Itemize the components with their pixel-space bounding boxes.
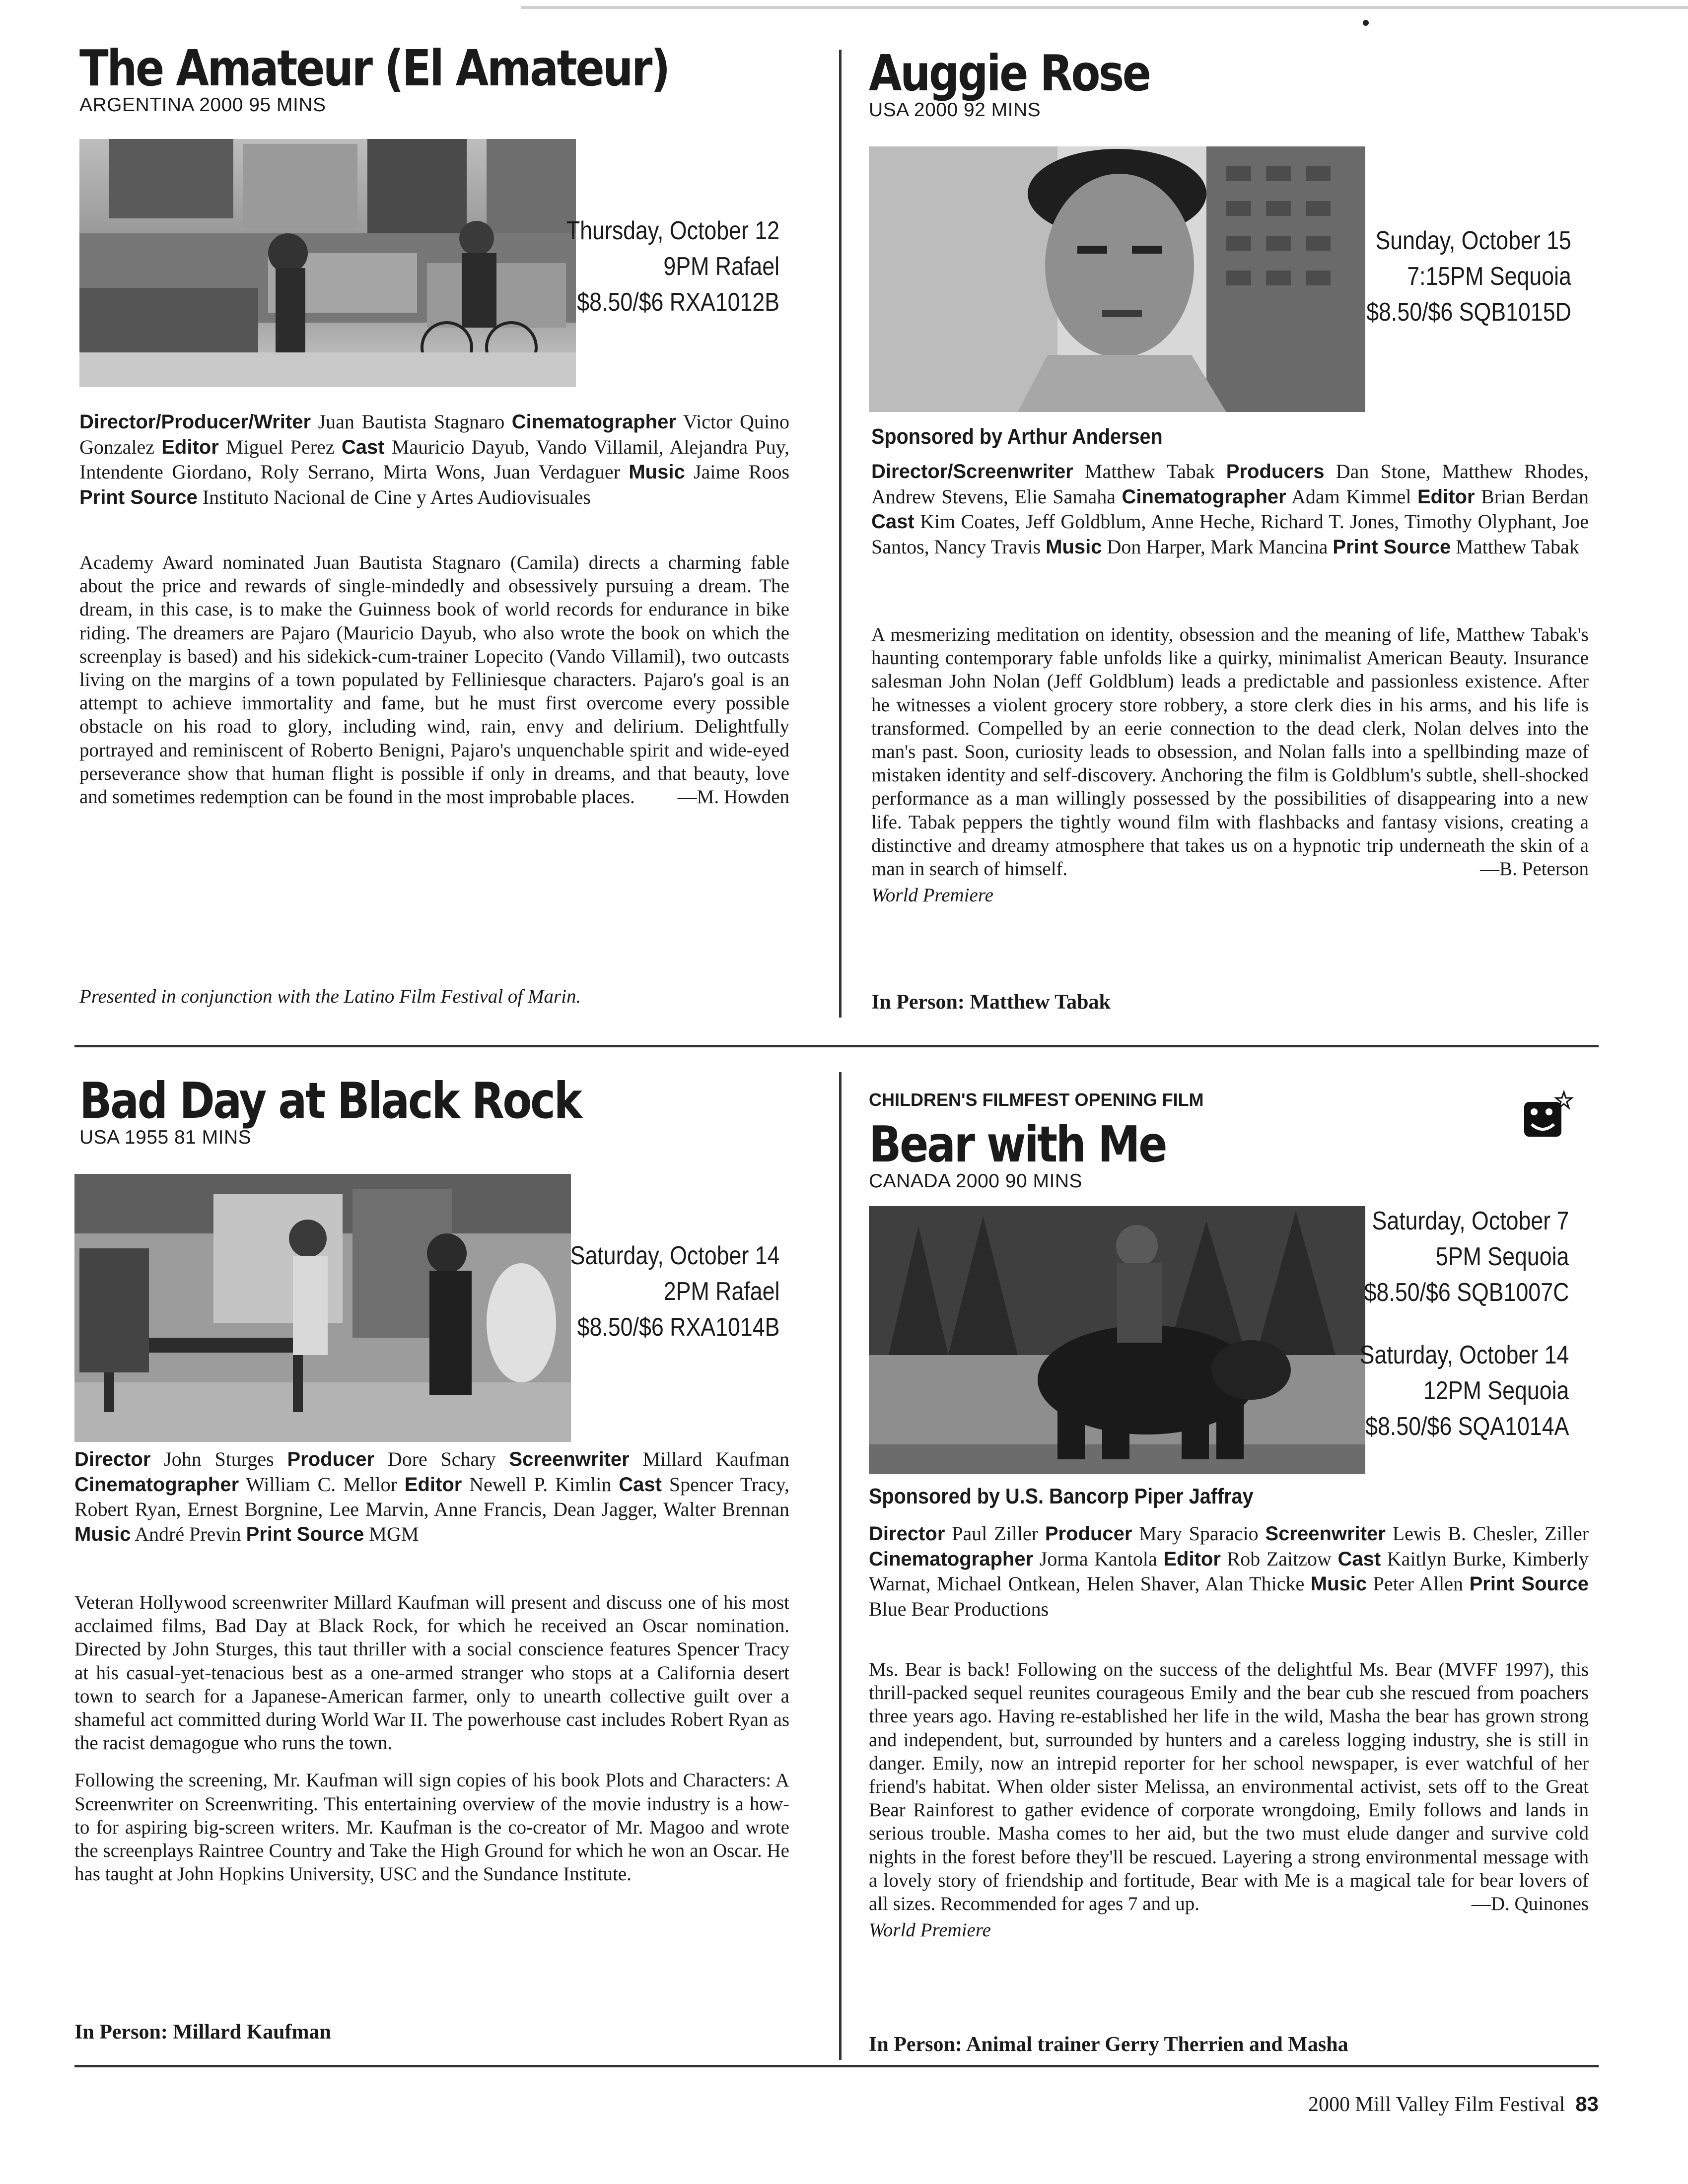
credit-names: Miguel Perez [226, 435, 335, 458]
credit-names: Juan Bautista Stagnaro [318, 410, 505, 433]
credit-role: Print Source [1469, 1573, 1589, 1595]
in-person-bad-day: In Person: Millard Kaufman [74, 2021, 331, 2044]
column-divider-top [839, 50, 842, 1018]
credit-names: Kaitlyn Burke, Kimberly Warnat, Michael Ontkean, Helen Shaver, Alan Thicke [869, 1547, 1589, 1595]
film-still-auggie-rose [869, 146, 1365, 412]
description-paragraph: Following the screening, Mr. Kaufman will sign copies of his book Plots and Characters: A Screenwriter on Screenwriting. This entertaining overview of the movie industry is a how-to for aspiring big-screen writers. Mr. Kaufman is the co-creator of Mr. Magoo and wrote the screenplays Raintree Country and Take the High Ground for which he won an Oscar. He has taught at John Hopkins University, USC and the Sundance Institute. [74, 1770, 789, 1885]
film-meta: CANADA 2000 90 MINS [869, 1170, 1083, 1192]
credit-names: Instituto Nacional de Cine y Artes Audiovisuales [202, 485, 591, 508]
credit-role: Cinematographer [74, 1473, 239, 1496]
credit-role: Screenwriter [509, 1448, 630, 1470]
credit-role: Editor [1417, 485, 1475, 508]
sponsor-line: Sponsored by U.S. Bancorp Piper Jaffray [869, 1484, 1254, 1508]
credit-names: Jorma Kantola [1039, 1547, 1157, 1570]
premiere-label: World Premiere [869, 1919, 991, 1941]
credit-names: Rob Zaitzow [1227, 1547, 1332, 1570]
schedule-auggie-rose [1366, 223, 1571, 330]
description-paragraph: Ms. Bear is back! Following on the success of the delightful Ms. Bear (MVFF 1997), this thrill-packed sequel reunites courageous Emily and the bear cub she rescued from poachers three years ago. Having re-established her life in the wild, Masha the bear has grown strong and independent, but, surrounded by hunters and a careless logging industry, she is still in danger. Emily, now an intrepid reporter for her school newspaper, is ever watchful of her friend's habitat. When older sister Melissa, an environmental activist, sets off to the Great Bear Rainforest to gather evidence of corporate wrongdoing, Emily follows and lands in serious trouble. Masha comes to her aid, but the two must elude danger and survive cold nights in the forest before they'll be rescued. Layering a strong environmental message with a lovely story of friendship and fortitude, Bear with Me is a magical tale for bear lovers of all sizes. Recommended for ages 7 and up. [869, 1659, 1589, 1914]
credit-role: Music [629, 461, 685, 483]
credit-role: Music [1046, 536, 1102, 558]
credit-role: Producers [1226, 461, 1325, 482]
credit-role: Print Source [1333, 536, 1451, 558]
credit-names: Jaime Roos [694, 461, 790, 483]
review-signature: —D. Quinones [1471, 1893, 1589, 1914]
credit-names: Paul Ziller [952, 1522, 1039, 1545]
credit-role: Director/Screenwriter [871, 461, 1073, 482]
column-divider-bottom [839, 1072, 842, 2060]
bottom-rule [74, 2065, 1599, 2067]
presented-note: Presented in conjunction with the Latino Film Festival of Marin. [79, 986, 581, 1007]
screening-time-venue: 7:15PM Sequoia [1407, 262, 1571, 291]
film-still-bad-day [74, 1174, 571, 1442]
childrens-filmfest-icon [1519, 1090, 1574, 1144]
description-paragraph: Veteran Hollywood screenwriter Millard Kaufman will present and discuss one of his most acclaimed films, Bad Day at Black Rock, for which he received an Oscar nomination. Directed by John Sturges, this taut thriller with a social conscience features Spencer Tracy at his casual-yet-tenacious best as a one-armed stranger who stops at a California desert town to search for a Japanese-American farmer, only to unearth collective guilt over a shameful act committed during World War II. The powerhouse cast includes Robert Ryan as the racist demagogue who runs the town. [74, 1592, 789, 1754]
credit-role: Director [74, 1448, 151, 1470]
credit-role: Cast [871, 511, 914, 533]
credit-names: Adam Kimmel [1291, 485, 1411, 508]
page-number: 83 [1575, 2092, 1599, 2116]
screening-price-code: $8.50/$6 RXA1012B [577, 287, 779, 317]
credit-names: Millard Kaufman [642, 1448, 790, 1470]
screening-time-venue: 9PM Rafael [663, 252, 779, 281]
film-meta: USA 1955 81 MINS [79, 1127, 252, 1148]
credit-names: Lewis B. Chesler, Ziller [1392, 1522, 1589, 1545]
film-meta: ARGENTINA 2000 95 MINS [79, 94, 326, 116]
stray-dot [1363, 20, 1369, 26]
credit-names: Kim Coates, Jeff Goldblum, Anne Heche, Richard T. Jones, Timothy Olyphant, Joe Santos, Nancy Travis [871, 510, 1589, 558]
film-title: The Amateur (El Amateur) [79, 39, 669, 97]
credit-role: Print Source [246, 1523, 364, 1545]
credit-role: Producer [1045, 1523, 1132, 1545]
section-divider [74, 1045, 1599, 1047]
screening-date: Saturday, October 14 [570, 1241, 779, 1270]
review-signature: —B. Peterson [1480, 858, 1589, 880]
credit-names: Don Harper, Mark Mancina [1107, 535, 1328, 558]
screening-date: Saturday, October 14 [1359, 1341, 1569, 1370]
credit-names: Spencer Tracy, Robert Ryan, Ernest Borgnine, Lee Marvin, Anne Francis, Dean Jagger, Walter Brennan [74, 1473, 790, 1521]
credit-role: Director/Producer/Writer [79, 411, 311, 433]
credit-role: Editor [161, 436, 219, 458]
screening-price-code: $8.50/$6 SQA1014A [1365, 1412, 1569, 1441]
credit-role: Cinematographer [511, 411, 676, 433]
screening-date: Sunday, October 15 [1375, 226, 1571, 255]
screening-price-code: $8.50/$6 RXA1014B [577, 1312, 779, 1342]
credit-role: Producer [287, 1448, 375, 1470]
description-paragraph: Academy Award nominated Juan Bautista Stagnaro (Camila) directs a charming fable about the price and rewards of single-mindedly and obsessively pursuing a dream. The dream, in this case, is to make the Guinness book of world records for endurance in bike riding. The dreamers are Pajaro (Mauricio Dayub, who also wrote the book on which the screenplay is based) and his sidekick-cum-trainer Lopecito (Vando Villamil), two outcasts living on the margins of a town populated by Felliniesque characters. Pajaro's goal is an attempt to achieve immortality and fame, but he must first overcome every possible obstacle on his road to glory, including wind, rain, envy and delirium. Delightfully portrayed and reminiscent of Roberto Benigni, Pajaro's unquenchable spirit and wide-eyed perseverance show that human flight is possible if only in dreams, and that beauty, love and sometimes redemption can be found in the most improbable places. [79, 552, 789, 808]
screening-price-code: $8.50/$6 SQB1007C [1364, 1278, 1569, 1307]
credit-role: Print Source [79, 486, 198, 508]
description-amateur [79, 551, 789, 822]
screening-date: Saturday, October 7 [1372, 1207, 1569, 1235]
credit-names: Newell P. Kimlin [469, 1473, 612, 1496]
schedule-bear-with-me [1359, 1204, 1569, 1445]
description-paragraph: A mesmerizing meditation on identity, obsession and the meaning of life, Matthew Tabak's haunting contemporary fable unfolds like a quirky, minimalist American Beauty. Insurance salesman John Nolan (Jeff Goldblum) leads a predictable and passionless existence. After he witnesses a violent grocery store robbery, a store clerk dies in his arms, and his life is transformed. Compelled by an eerie connection to the dead clerk, Nolan delves into the man's past. Soon, curiosity leads to obsession, and Nolan falls into a spellbinding maze of mistaken identity and self-discovery. Anchoring the film is Goldblum's subtle, shell-shocked performance as a man willingly possessed by the possibilities of disappearing into a new life. Tabak peppers the tightly wound film with flashbacks and fantasy visions, creating a distinctive and dreamy atmosphere that takes us on a hypnotic trip underneath the skin of a man in search of himself. [871, 624, 1589, 880]
credit-role: Cast [341, 436, 385, 458]
page-footer [1308, 2092, 1599, 2116]
screening-time-venue: 5PM Sequoia [1435, 1242, 1569, 1271]
screening-price-code: $8.50/$6 SQB1015D [1366, 297, 1571, 327]
film-entry-bad-day [79, 1072, 804, 1149]
credits-amateur [79, 410, 789, 510]
in-person-bear-with-me: In Person: Animal trainer Gerry Therrien and Masha [869, 2033, 1348, 2056]
schedule-bad-day [570, 1238, 779, 1345]
credit-names: William C. Mellor [246, 1473, 397, 1496]
description-auggie-rose [871, 623, 1589, 907]
credit-names: MGM [369, 1522, 419, 1545]
credit-role: Music [74, 1523, 131, 1545]
credit-role: Music [1310, 1573, 1367, 1595]
credit-names: Victor Quino Gonzalez [79, 410, 790, 458]
film-still-amateur [79, 139, 576, 387]
screening-time-venue: 2PM Rafael [663, 1277, 779, 1306]
credit-role: Cinematographer [1122, 485, 1286, 508]
film-entry-bear-with-me [869, 1090, 1594, 1192]
description-bear-with-me [869, 1658, 1589, 1942]
credit-names: Blue Bear Productions [869, 1597, 1049, 1620]
credit-role: Director [869, 1523, 945, 1545]
credit-role: Cinematographer [869, 1548, 1034, 1570]
credit-names: Mauricio Dayub, Vando Villamil, Alejandra Puy, Intendente Giordano, Roly Serrano, Mirta Wons, Juan Verdaguer [79, 435, 790, 483]
credit-names: Matthew Tabak [1084, 460, 1215, 482]
credit-names: Peter Allen [1373, 1572, 1464, 1595]
credit-names: John Sturges [164, 1448, 274, 1470]
credit-names: Mary Sparacio [1139, 1522, 1259, 1545]
screening-date: Thursday, October 12 [566, 216, 779, 245]
credits-bad-day [74, 1447, 789, 1547]
review-signature: —M. Howden [677, 786, 789, 808]
credit-role: Editor [404, 1473, 462, 1496]
credit-names: Matthew Tabak [1456, 535, 1579, 558]
film-entry-amateur [79, 39, 804, 116]
description-bad-day [74, 1591, 789, 1900]
screening-time-venue: 12PM Sequoia [1423, 1376, 1569, 1405]
credit-names: Dore Schary [387, 1448, 496, 1470]
film-title: Bad Day at Black Rock [79, 1072, 581, 1130]
credit-role: Cast [1337, 1548, 1381, 1570]
in-person-auggie-rose: In Person: Matthew Tabak [871, 991, 1111, 1014]
schedule-amateur [566, 213, 779, 320]
film-entry-auggie-rose [869, 44, 1594, 121]
top-edge-line [521, 6, 1688, 9]
credits-bear-with-me [869, 1521, 1589, 1621]
credit-names: Dan Stone, Matthew Rhodes, Andrew Stevens, Elie Samaha [871, 460, 1589, 508]
credit-names: Brian Berdan [1481, 485, 1589, 508]
film-meta: USA 2000 92 MINS [869, 99, 1041, 121]
film-still-bear-with-me [869, 1206, 1365, 1474]
credit-role: Screenwriter [1265, 1523, 1386, 1545]
sponsor-line: Sponsored by Arthur Andersen [871, 424, 1163, 449]
premiere-label: World Premiere [871, 885, 993, 906]
credits-auggie-rose [871, 459, 1589, 559]
film-title: Auggie Rose [869, 44, 1150, 102]
credit-role: Cast [619, 1473, 662, 1496]
festival-name: 2000 Mill Valley Film Festival [1308, 2093, 1565, 2116]
film-title: Bear with Me [869, 1115, 1166, 1173]
credit-names: André Previn [135, 1522, 241, 1545]
section-kicker: CHILDREN'S FILMFEST OPENING FILM [869, 1090, 1204, 1110]
credit-role: Editor [1163, 1548, 1221, 1570]
